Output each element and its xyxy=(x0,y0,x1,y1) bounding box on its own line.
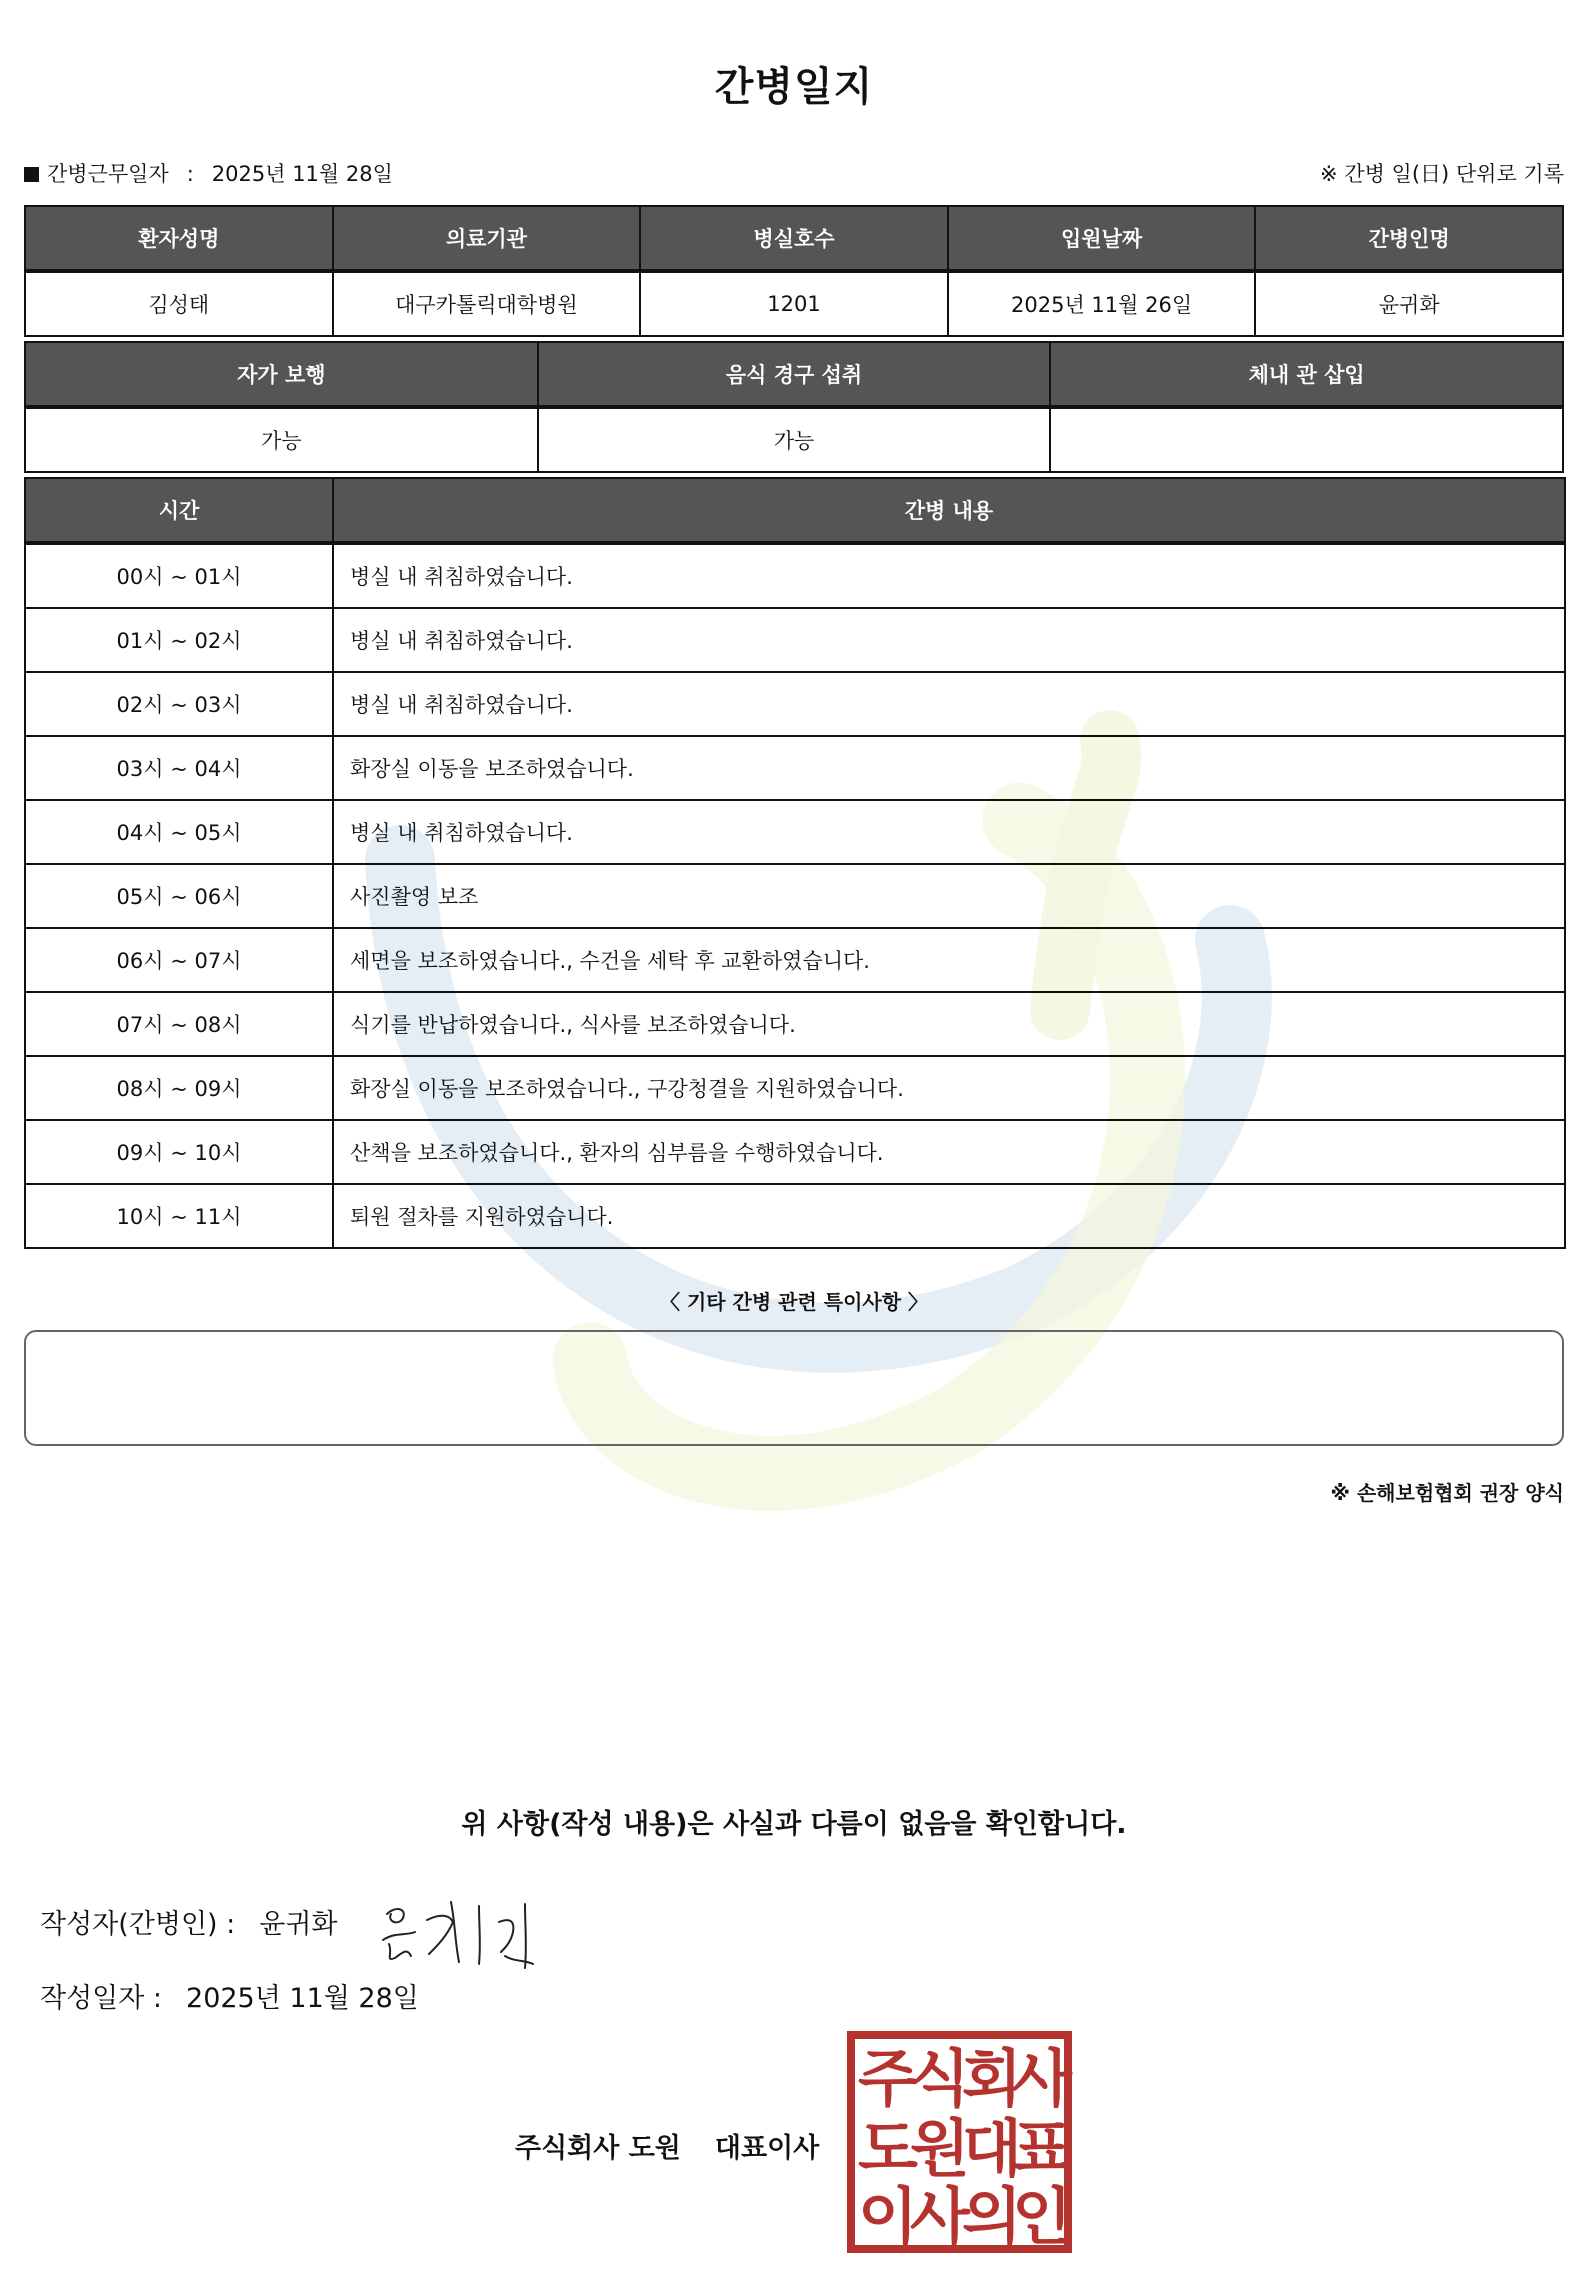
care-content-cell: 병실 내 취침하였습니다. xyxy=(333,672,1565,736)
svg-text:식: 식 xyxy=(910,2042,970,2115)
svg-text:주: 주 xyxy=(858,2042,918,2115)
written-date-label: 작성일자 : xyxy=(40,1983,163,2014)
work-date-value: 2025년 11월 28일 xyxy=(211,162,393,186)
square-bullet-icon xyxy=(24,167,39,182)
self-walking-value: 가능 xyxy=(25,407,538,472)
room-number: 1201 xyxy=(640,271,948,336)
svg-text:도: 도 xyxy=(858,2112,918,2185)
time-cell: 05시 ~ 06시 xyxy=(25,864,333,928)
table-row xyxy=(25,1184,1565,1248)
admission-date: 2025년 11월 26일 xyxy=(948,271,1256,336)
written-date-line xyxy=(40,1976,419,2015)
remarks-box xyxy=(24,1330,1564,1446)
time-cell: 10시 ~ 11시 xyxy=(25,1184,333,1248)
patient-info-table xyxy=(24,205,1564,337)
header-caregiver: 간병인명 xyxy=(1255,206,1563,271)
svg-text:이: 이 xyxy=(858,2180,918,2253)
patient-status-table xyxy=(24,341,1564,473)
care-content-cell: 병실 내 취침하였습니다. xyxy=(333,608,1565,672)
time-cell: 03시 ~ 04시 xyxy=(25,736,333,800)
header-room: 병실호수 xyxy=(640,206,948,271)
table-row xyxy=(25,1120,1565,1184)
colon: : xyxy=(186,162,194,186)
time-cell: 04시 ~ 05시 xyxy=(25,800,333,864)
writer-name: 윤귀화 xyxy=(259,1909,338,1940)
care-content-cell: 병실 내 취침하였습니다. xyxy=(333,543,1565,608)
status-value-row xyxy=(25,407,1563,472)
table-row xyxy=(25,864,1565,928)
header-self-walking: 자가 보행 xyxy=(25,342,538,407)
header-admission-date: 입원날짜 xyxy=(948,206,1256,271)
tube-insertion-value xyxy=(1050,407,1563,472)
time-cell: 01시 ~ 02시 xyxy=(25,608,333,672)
table-row xyxy=(25,800,1565,864)
patient-header-row xyxy=(25,206,1563,271)
svg-text:원: 원 xyxy=(910,2112,970,2185)
writer-label: 작성자(간병인) : xyxy=(40,1909,236,1940)
header-hospital: 의료기관 xyxy=(333,206,641,271)
form-note: ※ 손해보험협회 권장 양식 xyxy=(1330,1481,1564,1505)
written-date-value: 2025년 11월 28일 xyxy=(186,1983,419,2014)
time-cell: 02시 ~ 03시 xyxy=(25,672,333,736)
work-date xyxy=(24,158,393,188)
svg-text:사: 사 xyxy=(910,2180,970,2253)
status-header-row xyxy=(25,342,1563,407)
header-care-content: 간병 내용 xyxy=(333,478,1565,543)
care-content-cell: 화장실 이동을 보조하였습니다. xyxy=(333,736,1565,800)
time-cell: 06시 ~ 07시 xyxy=(25,928,333,992)
care-log-table xyxy=(24,477,1566,1249)
svg-text:인: 인 xyxy=(1012,2180,1072,2253)
hospital-name: 대구카톨릭대학병원 xyxy=(333,271,641,336)
care-content-cell: 산책을 보조하였습니다., 환자의 심부름을 수행하였습니다. xyxy=(333,1120,1565,1184)
page-title: 간병일지 xyxy=(714,64,874,110)
table-row xyxy=(25,1056,1565,1120)
care-content-cell: 병실 내 취침하였습니다. xyxy=(333,800,1565,864)
table-row xyxy=(25,672,1565,736)
care-content-cell: 사진촬영 보조 xyxy=(333,864,1565,928)
work-date-label: 간병근무일자 xyxy=(47,162,169,186)
svg-text:의: 의 xyxy=(962,2180,1022,2253)
time-cell: 00시 ~ 01시 xyxy=(25,543,333,608)
header-tube-insertion: 체내 관 삽입 xyxy=(1050,342,1563,407)
caregiver-name: 윤귀화 xyxy=(1255,271,1563,336)
table-row xyxy=(25,992,1565,1056)
patient-name: 김성태 xyxy=(25,271,333,336)
log-header-row xyxy=(25,478,1565,543)
confirmation-statement: 위 사항(작성 내용)은 사실과 다름이 없음을 확인합니다. xyxy=(461,1809,1127,1840)
table-row xyxy=(25,736,1565,800)
company-line xyxy=(515,2126,819,2165)
table-row xyxy=(25,543,1565,608)
svg-text:회: 회 xyxy=(962,2042,1022,2115)
handwritten-signature xyxy=(375,1892,565,1972)
header-time: 시간 xyxy=(25,478,333,543)
representative-title: 대표이사 xyxy=(714,2133,820,2164)
header-patient-name: 환자성명 xyxy=(25,206,333,271)
patient-value-row xyxy=(25,271,1563,336)
svg-text:대: 대 xyxy=(962,2112,1022,2185)
care-content-cell: 식기를 반납하였습니다., 식사를 보조하였습니다. xyxy=(333,992,1565,1056)
time-cell: 07시 ~ 08시 xyxy=(25,992,333,1056)
care-content-cell: 세면을 보조하였습니다., 수건을 세탁 후 교환하였습니다. xyxy=(333,928,1565,992)
company-seal-stamp xyxy=(846,2030,1073,2254)
remarks-title: 〈 기타 간병 관련 특이사항 〉 xyxy=(659,1290,928,1314)
care-content-cell: 퇴원 절차를 지원하였습니다. xyxy=(333,1184,1565,1248)
svg-text:사: 사 xyxy=(1012,2042,1072,2115)
company-name: 주식회사 도원 xyxy=(515,2133,681,2164)
svg-text:표: 표 xyxy=(1012,2112,1072,2185)
care-content-cell: 화장실 이동을 보조하였습니다., 구강청결을 지원하였습니다. xyxy=(333,1056,1565,1120)
time-cell: 08시 ~ 09시 xyxy=(25,1056,333,1120)
record-note: ※ 간병 일(日) 단위로 기록 xyxy=(1320,162,1564,186)
table-row xyxy=(25,608,1565,672)
time-cell: 09시 ~ 10시 xyxy=(25,1120,333,1184)
header-oral-intake: 음식 경구 섭취 xyxy=(538,342,1051,407)
table-row xyxy=(25,928,1565,992)
writer-line xyxy=(40,1902,338,1941)
oral-intake-value: 가능 xyxy=(538,407,1051,472)
